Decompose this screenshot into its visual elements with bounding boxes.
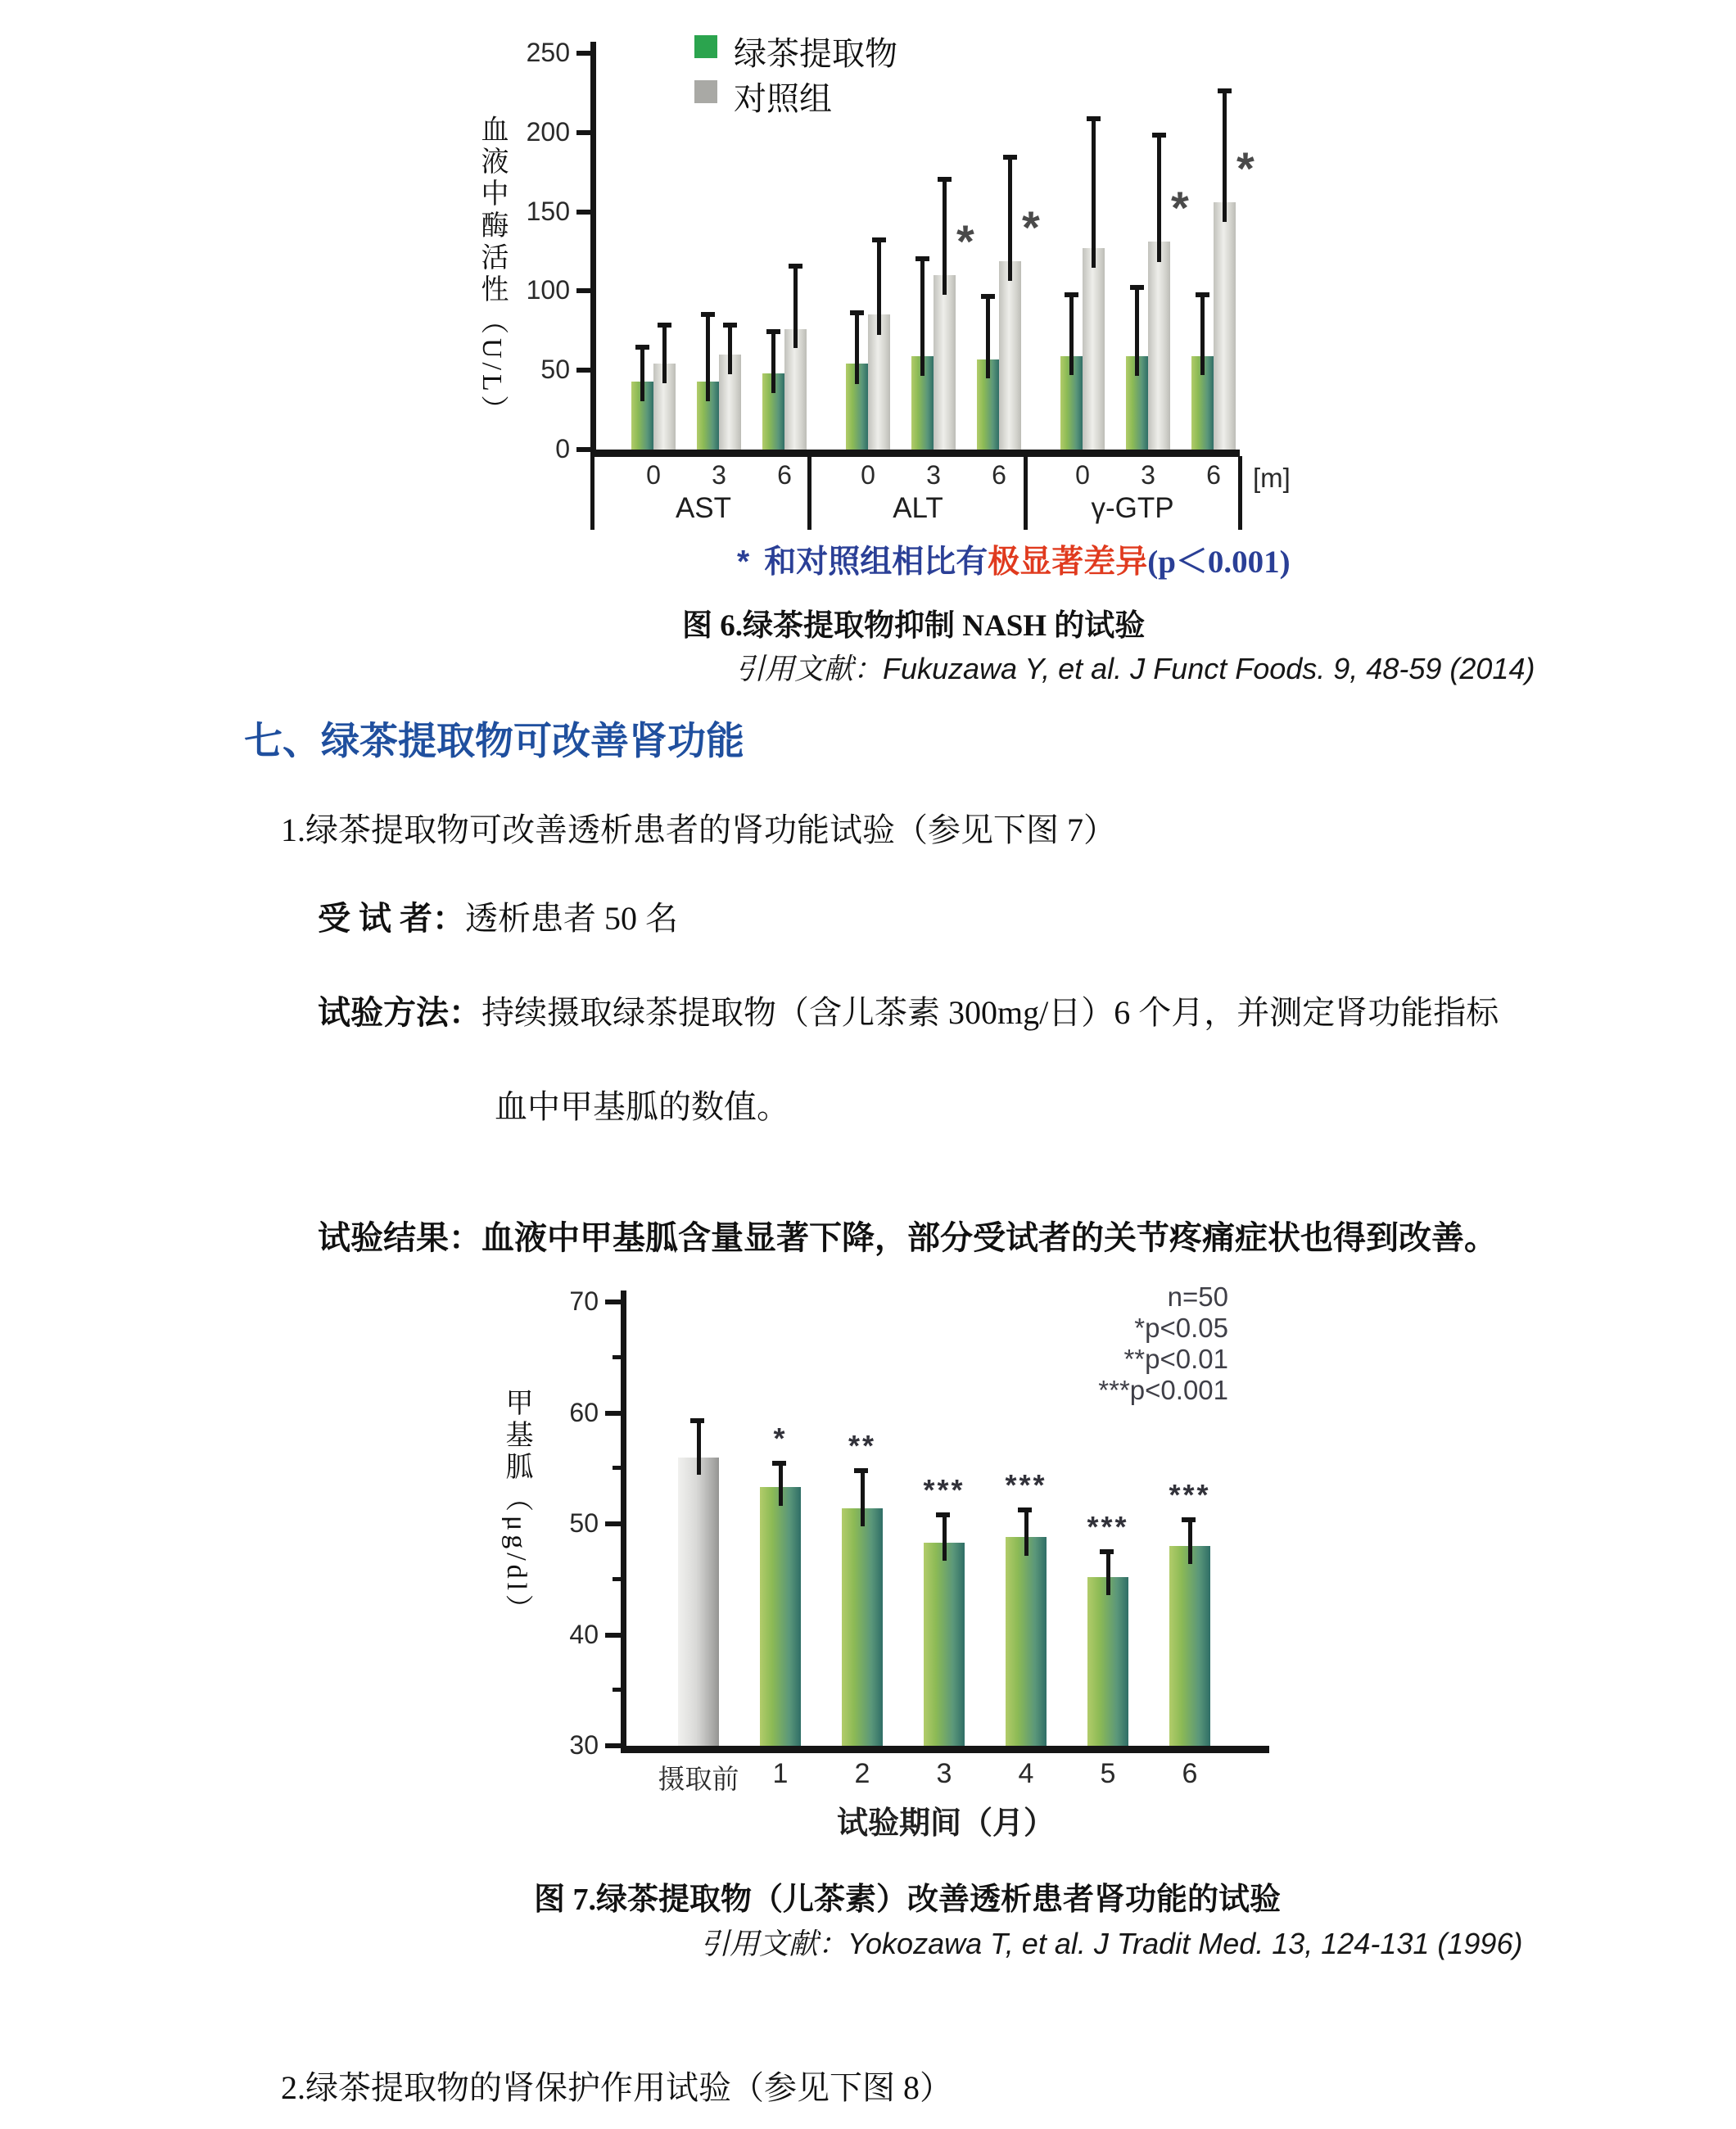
error-whisker	[861, 1468, 865, 1526]
error-whisker-cap	[1087, 116, 1101, 121]
footnote-text-post: (p＜0.001)	[1147, 545, 1291, 580]
error-whisker-cap	[701, 312, 715, 317]
bar	[934, 275, 956, 450]
x-tick-label: 3	[936, 1758, 952, 1789]
x-month-label: 0	[1075, 460, 1090, 490]
error-whisker	[943, 1512, 947, 1561]
figure6-footnote	[737, 536, 1291, 582]
y-tick-label: 0	[555, 434, 570, 463]
error-whisker-cap	[658, 323, 671, 328]
y-tick-label: 60	[569, 1398, 599, 1427]
x-tick-label: 摄取前	[658, 1764, 739, 1794]
error-whisker	[1069, 292, 1074, 375]
x-tick-label: 6	[1182, 1758, 1198, 1789]
bar	[842, 1508, 883, 1746]
y-tick	[605, 1743, 621, 1748]
footnote-asterisk: *	[737, 545, 750, 580]
x-month-label: 3	[1141, 460, 1155, 490]
error-whisker-cap	[766, 329, 780, 334]
sig-marker: *	[1236, 142, 1255, 194]
stats-annotation: **p<0.01	[1123, 1344, 1228, 1374]
y-minor-tick	[613, 1466, 621, 1470]
error-whisker-cap	[635, 345, 649, 350]
error-whisker	[779, 1461, 783, 1506]
y-tick	[576, 447, 590, 452]
sig-marker: *	[1171, 182, 1189, 233]
error-whisker-cap	[1018, 1507, 1032, 1512]
error-whisker-cap	[936, 1512, 950, 1517]
y-tick-label: 100	[526, 275, 570, 305]
y-tick-label: 30	[569, 1730, 599, 1760]
error-whisker	[728, 323, 732, 374]
figure6-citation: 引用文献：Fukuzawa Y, et al. J Funct Foods. 9, 48-59 (2014)	[735, 652, 1535, 685]
error-whisker	[1223, 88, 1227, 222]
figure7-citation: 引用文献：Yokozawa T, et al. J Tradit Med. 13, 124-131 (1996)	[700, 1927, 1523, 1960]
x-month-label: 0	[646, 460, 661, 490]
legend-label: 绿茶提取物	[734, 35, 897, 72]
sig-marker: ***	[1169, 1478, 1211, 1512]
x-group-label: γ-GTP	[1091, 492, 1174, 524]
error-whisker-cap	[872, 237, 886, 242]
x-axis-line	[621, 1746, 1269, 1753]
bar	[760, 1487, 801, 1746]
result-row	[318, 1212, 1497, 1259]
y-axis-line	[590, 42, 596, 457]
stats-annotation: n=50	[1167, 1281, 1228, 1312]
result-value: 血液中甲基胍含量显著下降，部分受试者的关节疼痛症状也得到改善。	[481, 1219, 1497, 1256]
error-whisker-cap	[690, 1418, 704, 1423]
section-item-1: 1.绿茶提取物可改善透析患者的肾功能试验（参见下图 7）	[281, 811, 1116, 848]
error-whisker	[1024, 1507, 1028, 1556]
error-whisker	[771, 329, 775, 393]
y-tick	[605, 1633, 621, 1638]
y-tick	[576, 368, 590, 373]
bar	[999, 261, 1021, 450]
y-tick	[605, 1300, 621, 1304]
error-whisker-cap	[772, 1461, 786, 1466]
error-whisker	[920, 256, 925, 376]
bar	[1148, 242, 1170, 450]
y-axis-line	[621, 1291, 626, 1753]
x-tick-label: 1	[772, 1758, 789, 1789]
bar	[924, 1543, 965, 1746]
section-heading: 七、绿茶提取物可改善肾功能	[244, 721, 744, 763]
y-tick-label: 200	[526, 117, 570, 147]
error-whisker-cap	[1065, 292, 1078, 297]
y-tick	[576, 210, 590, 215]
y-tick-label: 50	[540, 355, 570, 384]
bar	[678, 1458, 719, 1746]
method-value-line1: 持续摄取绿茶提取物（含儿茶素 300mg/日）6 个月，并测定肾功能指标	[481, 994, 1499, 1031]
error-whisker	[1188, 1517, 1192, 1564]
error-whisker	[855, 310, 859, 384]
bar	[1087, 1577, 1128, 1746]
y-tick	[576, 288, 590, 293]
x-group-label: AST	[675, 492, 732, 524]
y-tick-label: 70	[569, 1286, 599, 1316]
y-axis-title: 甲基胍（μg/dl）	[501, 1388, 531, 1627]
error-whisker	[943, 177, 947, 295]
x-group-divider	[590, 456, 594, 530]
error-whisker	[662, 323, 667, 383]
section-item-2: 2.绿茶提取物的肾保护作用试验（参见下图 8）	[281, 2069, 952, 2106]
y-tick	[576, 51, 590, 56]
footnote-text-highlight: 极显著差异	[988, 545, 1148, 580]
figure7-caption: 图 7.绿茶提取物（儿茶素）改善透析患者肾功能的试验	[534, 1883, 1282, 1917]
error-whisker	[1092, 116, 1096, 268]
legend-swatch-extract	[694, 35, 717, 58]
sig-marker: *	[1022, 201, 1040, 253]
x-axis-title: 试验期间（月）	[836, 1806, 1055, 1841]
y-minor-tick	[613, 1688, 621, 1692]
x-month-label: 6	[777, 460, 792, 490]
error-whisker-cap	[854, 1468, 868, 1473]
y-tick-label: 50	[569, 1508, 599, 1538]
stats-annotation: *p<0.05	[1134, 1313, 1228, 1343]
error-whisker	[1135, 285, 1139, 376]
x-month-label: 3	[926, 460, 941, 490]
bar	[1214, 202, 1236, 450]
y-axis-title: 血液中酶活性（U/L）	[477, 115, 507, 427]
method-value-line2: 血中甲基胍的数值。	[495, 1088, 789, 1125]
sig-marker: ***	[923, 1473, 965, 1507]
legend-swatch-control	[694, 80, 717, 103]
x-tick-label: 2	[854, 1758, 870, 1789]
method-label: 试验方法：	[318, 994, 481, 1031]
sig-marker: **	[848, 1429, 877, 1462]
subjects-row	[318, 893, 678, 939]
figure6-bar-chart	[459, 16, 1392, 549]
error-whisker-cap	[1130, 285, 1144, 290]
y-tick-label: 40	[569, 1620, 599, 1649]
error-whisker-cap	[789, 264, 802, 269]
error-whisker	[1106, 1549, 1110, 1595]
error-whisker-cap	[850, 310, 864, 315]
y-minor-tick	[613, 1577, 621, 1581]
error-whisker	[986, 294, 990, 378]
bar	[1169, 1546, 1210, 1746]
x-month-label: 0	[861, 460, 875, 490]
y-tick	[605, 1411, 621, 1416]
footnote-text-pre: 和对照组相比有	[764, 545, 988, 580]
figure6-caption: 图 6.绿茶提取物抑制 NASH 的试验	[682, 609, 1146, 643]
error-whisker-cap	[981, 294, 995, 299]
y-tick-label: 150	[526, 197, 570, 226]
error-whisker	[793, 264, 798, 348]
error-whisker	[640, 345, 644, 401]
x-axis-line	[590, 450, 1240, 457]
stats-annotation: ***p<0.001	[1098, 1375, 1228, 1405]
error-whisker-cap	[1003, 155, 1017, 160]
sig-marker: *	[956, 215, 974, 267]
error-whisker-cap	[1152, 133, 1166, 138]
x-tick-label: 4	[1018, 1758, 1034, 1789]
error-whisker	[877, 237, 881, 335]
y-tick	[576, 130, 590, 135]
sig-marker: *	[773, 1422, 788, 1455]
error-whisker-cap	[1218, 88, 1232, 93]
x-group-label: ALT	[893, 492, 943, 524]
error-whisker-cap	[938, 177, 952, 182]
legend-label: 对照组	[734, 80, 832, 117]
x-month-label: 3	[712, 460, 726, 490]
figure7-bar-chart	[459, 1273, 1392, 1846]
subjects-label: 受 试 者：	[318, 900, 465, 937]
error-whisker	[1008, 155, 1012, 281]
error-whisker	[697, 1418, 701, 1475]
y-tick	[605, 1521, 621, 1526]
x-month-label: 6	[1206, 460, 1221, 490]
sig-marker: ***	[1005, 1468, 1047, 1502]
bar	[1083, 248, 1105, 450]
result-label: 试验结果：	[318, 1219, 481, 1256]
x-month-label: 6	[992, 460, 1006, 490]
error-whisker	[706, 312, 710, 401]
subjects-value: 透析患者 50 名	[465, 900, 678, 937]
error-whisker	[1200, 292, 1205, 375]
y-minor-tick	[613, 1355, 621, 1359]
error-whisker-cap	[723, 323, 737, 328]
error-whisker-cap	[1182, 1517, 1196, 1522]
method-row	[318, 987, 1499, 1033]
error-whisker-cap	[1100, 1549, 1114, 1554]
y-tick-label: 250	[526, 38, 570, 67]
error-whisker	[1157, 133, 1161, 262]
x-unit-label: [m]	[1253, 463, 1291, 493]
bar	[1006, 1537, 1047, 1746]
error-whisker-cap	[1196, 292, 1209, 297]
x-tick-label: 5	[1100, 1758, 1116, 1789]
error-whisker-cap	[915, 256, 929, 261]
sig-marker: ***	[1087, 1510, 1129, 1544]
